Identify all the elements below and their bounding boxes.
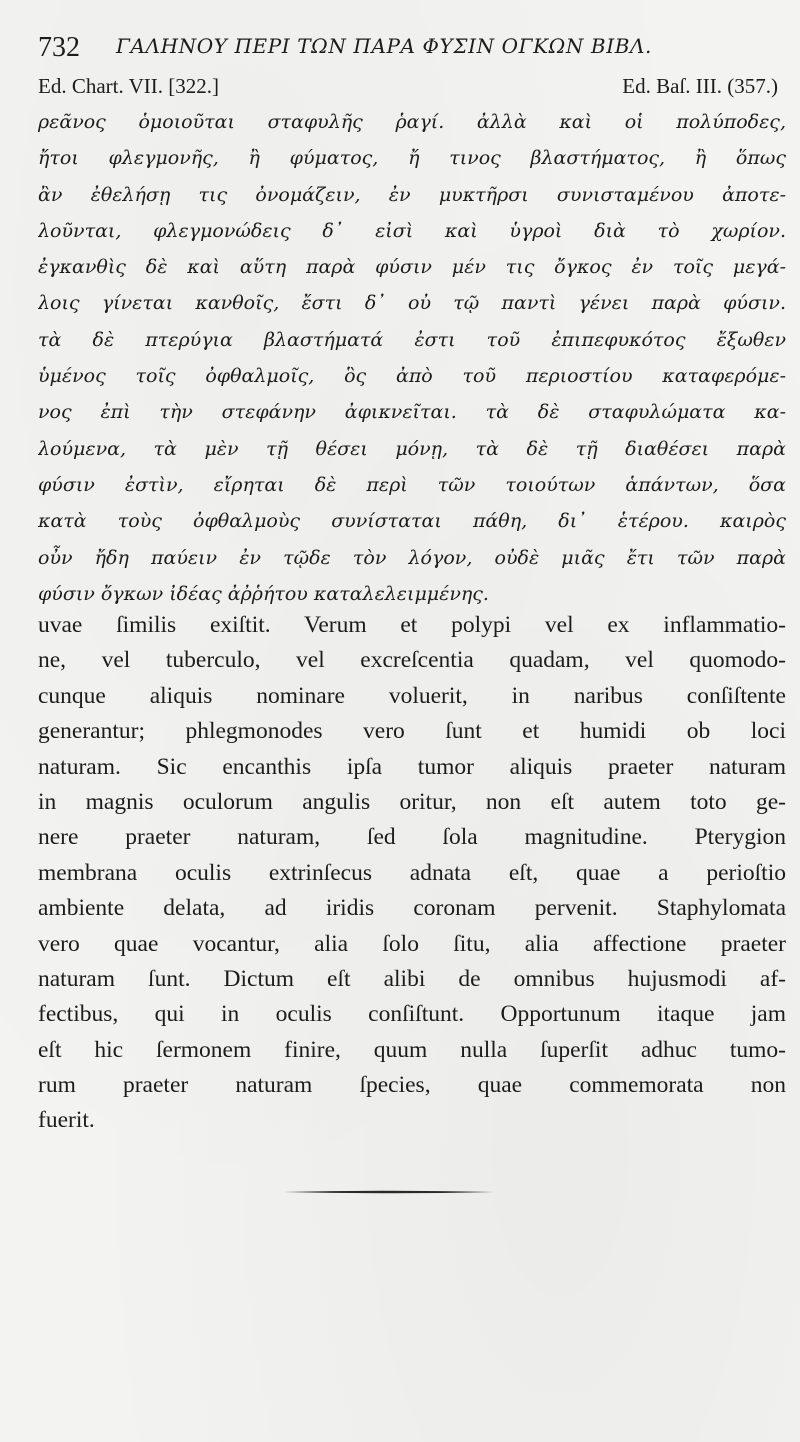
latin-line: fuerit. — [38, 1107, 95, 1134]
latin-line: generantur; phlegmonodes vero ſunt et humidi ob loci — [38, 718, 786, 745]
latin-line: vero quae vocantur, alia ſolo ſitu, alia affectione praeter — [38, 930, 786, 957]
edition-reference-line — [38, 74, 778, 104]
latin-line: cunque aliquis nominare voluerit, in naribus conſiſtente — [38, 682, 786, 709]
latin-line: naturam. Sic encanthis ipſa tumor aliquis praeter naturam — [38, 753, 786, 780]
latin-text-block — [38, 608, 786, 1139]
edition-chartier-reference: Ed. Chart. VII. [322.] — [38, 74, 219, 98]
latin-line: rum praeter naturam ſpecies, quae commemorata non — [38, 1072, 786, 1099]
page-number: 732 — [38, 32, 80, 63]
end-ornament-rule — [284, 1190, 494, 1194]
greek-line: ἤτοι φλεγμονῆς, ἢ φύματος, ἤ τινος βλαστήματος, ἢ ὅπως — [38, 147, 786, 170]
running-title: ΓΑΛΗΝΟΥ ΠΕΡΙ ΤΩΝ ΠΑΡΑ ΦΥΣΙΝ ΟΓΚΩΝ ΒΙΒΛ. — [116, 34, 652, 58]
edition-basel-reference: Ed. Baſ. III. (357.) — [622, 74, 778, 98]
latin-line: in magnis oculorum angulis oritur, non eſt autem toto ge- — [38, 788, 786, 815]
latin-line: uvae ſimilis exiſtit. Verum et polypi vel ex inflammatio- — [38, 612, 786, 638]
latin-line: naturam ſunt. Dictum eſt alibi de omnibus hujusmodi af- — [38, 965, 786, 992]
latin-line: ambiente delata, ad iridis coronam pervenit. Staphylomata — [38, 895, 786, 922]
latin-line: nere praeter naturam, ſed ſola magnitudine. Pterygion — [38, 824, 786, 851]
latin-line: ne, vel tuberculo, vel excreſcentia quadam, vel quomodo- — [38, 647, 786, 674]
latin-line: eſt hic ſermonem finire, quum nulla ſuperſit adhuc tumo- — [38, 1036, 786, 1063]
greek-text-block — [38, 104, 786, 612]
greek-line: ὑμένος τοῖς ὀφθαλμοῖς, ὃς ἀπὸ τοῦ περιοστίου καταφερόμε- — [38, 365, 786, 388]
greek-line: ρεᾶνος ὁμοιοῦται σταφυλῆς ῥαγί. ἀλλὰ καὶ οἱ πολύποδες, — [38, 111, 786, 133]
latin-line: fectibus, qui in oculis conſiſtunt. Opportunum itaque jam — [38, 1001, 786, 1028]
greek-line: κατὰ τοὺς ὀφθαλμοὺς συνίσταται πάθη, δι᾽ ἑτέρου. καιρὸς — [38, 510, 786, 533]
greek-line: φύσιν ἐστὶν, εἴρηται δὲ περὶ τῶν τοιούτων ἁπάντων, ὅσα — [38, 473, 786, 496]
greek-line: τὰ δὲ πτερύγια βλαστήματά ἐστι τοῦ ἐπιπεφυκότος ἔξωθεν — [38, 328, 786, 351]
greek-line: φύσιν ὄγκων ἰδέας ἀῤῥήτου καταλελειμμένης. — [38, 582, 489, 605]
running-head — [38, 28, 778, 68]
greek-line: ἂν ἐθελήσῃ τις ὀνομάζειν, ἐν μυκτῆρσι συνισταμένου ἀποτε- — [38, 183, 786, 206]
greek-line: νος ἐπὶ τὴν στεφάνην ἀφικνεῖται. τὰ δὲ σταφυλώματα κα- — [38, 401, 786, 424]
greek-line: λοῦνται, φλεγμονώδεις δ᾽ εἰσὶ καὶ ὑγροὶ διὰ τὸ χωρίον. — [38, 219, 786, 242]
greek-line: ἐγκανθὶς δὲ καὶ αὕτη παρὰ φύσιν μέν τις ὄγκος ἐν τοῖς μεγά- — [38, 256, 786, 279]
greek-line: λοις γίνεται κανθοῖς, ἔστι δ᾽ οὐ τῷ παντὶ γένει παρὰ φύσιν. — [38, 292, 786, 315]
latin-line: membrana oculis extrinſecus adnata eſt, quae a perioſtio — [38, 859, 786, 886]
greek-line: λούμενα, τὰ μὲν τῇ θέσει μόνῃ, τὰ δὲ τῇ διαθέσει παρὰ — [38, 437, 786, 460]
greek-line: οὖν ἤδη παύειν ἐν τῷδε τὸν λόγον, οὐδὲ μιᾶς ἔτι τῶν παρὰ — [38, 546, 786, 569]
